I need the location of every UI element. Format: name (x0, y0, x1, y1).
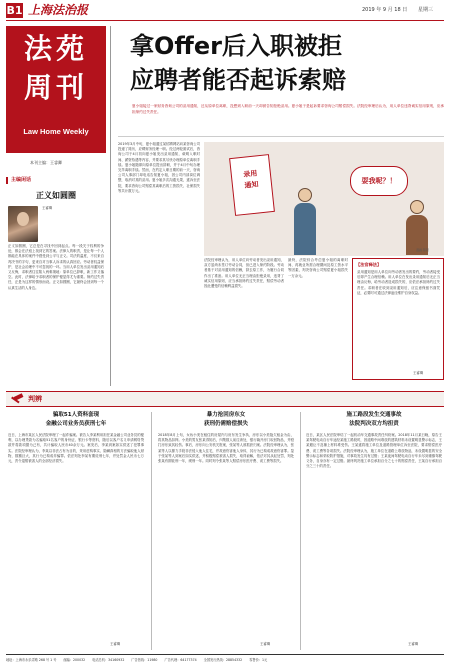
footer-postcode: 邮编：200032 (63, 658, 86, 662)
case-3-title-2: 法院判决双方均担责 (349, 421, 399, 427)
header-bar (0, 0, 450, 22)
case-2-title-1: 暴力抢回房东女 (206, 412, 246, 418)
footer-rule (6, 654, 444, 655)
footer (6, 656, 444, 666)
footer-address: 地址：上海市永乐弄路 268 号 1 号 (6, 658, 57, 662)
sidebar-essay-title: 正义如圆圈 (36, 190, 76, 200)
masthead-block (6, 26, 106, 153)
offer-card (229, 154, 275, 216)
offer-label-1: 录用 (242, 169, 258, 179)
law-explain-title: 【法官释法】 (356, 262, 382, 267)
masthead-title-1: 法苑 (23, 32, 88, 65)
feature-body-col1: 2019年3月中旬，夏小姐通过某招聘网站向某咨询公司投递了简历，应聘财务经理一职。经过两轮面试后，咨询公司于4月初向夏小姐发出录用通知，载明入职时间、薪资待遇等内容，并要求其尽快办理原单位离职手续。夏小姐随即向原单位提出辞职，并于4月中旬办理完毕离职手续。然而，在约定入职日期的前一天，咨询公司人事部门却电话告知夏小姐，因公司内部岗位调整，取消对其的录用。夏小姐多次沟通无果，遂诉至法院，要求咨询公司赔偿其离职后的工资损失、社保损失等共计数万元。 (118, 142, 200, 193)
masthead-editor: 本刊主编：王睿卿 (30, 160, 62, 165)
footer-price: 零售价：1元 (249, 658, 268, 662)
figure-person-left (290, 188, 320, 256)
illustration-credit: 漫画 陈阳 (416, 248, 429, 252)
sidebar-essay-body: 正义如圆圈，它总是在寻找中回到起点。每一段关于权利的争论，都会在法庭上找到它的答案。法律人的职责，是让每一个人都能在具体的案件中感受到公平与正义。司法的温度，不仅来自判决书的字句，更来自对当事人诉求的认真回应。劳动者权益保护，是社会治理中不可忽视的一环。当用人单位发出录用通知后又反悔，求职者往往陷入两难境地：原单位已辞职，新工作又落空。此时，法律给予求职者的保护便显得尤为重要。缔约过失责任，正是为这样的情形而设。正义如圆圈，它最终会回到每一个认真生活的人身边。 (8, 244, 104, 290)
sidebar-column-label (6, 176, 106, 185)
person-body (294, 203, 316, 255)
case-1-body: 近日，上海市某区人民法院审理了一起诈骗案。被告人李某利用担任某金融公司业务员的便利，以办理贷款为名骗取51名客户的身份证、银行卡等资料，随后以客户名义申请网络贷款并将款项据为己有，共计骗取人民币40余万元。案发后，李某到案如实供述了犯罪事实。法院经审理认为，李某以非法占有为目的，采用虚构事实、隐瞒真相的方法骗取他人财物，数额巨大，其行为已构成诈骗罪。依法判处李某有期徒刑七年，并处罚金人民币七万元，责令退赔被害人的全部经济损失。 (8, 433, 144, 464)
masthead-title-en: Law Home Weekly (23, 127, 89, 136)
footer-phone: 电话总机：34160932 (92, 658, 125, 662)
law-explain-signature: 王睿卿 (413, 371, 424, 375)
case-2 (156, 411, 296, 651)
photo-face (17, 212, 29, 226)
header-rule (6, 20, 444, 21)
speech-bubble-text: 耍我呢？！ (361, 177, 397, 185)
issue-weekday: 星期三 (418, 7, 434, 13)
speech-bubble (350, 166, 408, 196)
case-2-signature: 王睿卿 (260, 642, 271, 646)
case-2-title-2: 获刑仍需赔偿损失 (203, 421, 248, 427)
offer-label-2: 通知 (244, 180, 259, 190)
feature-body-col3: 最终，法院综合考虑夏小姐的离职时间、再就业所需合理期间及原工资水平等因素，判决咨询公司赔偿夏小姐损失一万余元。 (288, 258, 348, 278)
feature-lead: 夏小姐接过一家财务咨询公司的录用通知，还从原单位离职，没想到入职前一天却被告知拒绝录用。夏小姐于是起诉要求咨询公司赔偿损失。法院经审理后认为，用人单位违背诚实信用原则，应承担缔约过失责任。 (132, 104, 444, 114)
case-3 (304, 411, 444, 651)
law-explain-box (352, 258, 444, 380)
case-1-signature: 王睿卿 (110, 642, 121, 646)
feature-lead-rule (118, 136, 444, 137)
cases-band (6, 391, 444, 407)
vertical-divider (110, 26, 111, 386)
case-1-title-1: 骗取51人资料套现 (52, 412, 100, 418)
case-1-title-2: 金融公司业务员获刑七年 (45, 421, 107, 427)
law-explain-body: 录用通知是用人单位向劳动者发出的要约，劳动者接受后即产生合理信赖。用人单位在发出录用通知后无正当理由反悔，给劳动者造成损失的，应依法承担缔约过失责任。求职者在收到录用通知后，应注意保留书面凭证，必要时可通过法律途径维护自身权益。 (357, 270, 440, 295)
case-divider-1 (151, 412, 152, 650)
sidebar-photo-caption: 王睿卿 (42, 206, 53, 210)
gavel-icon (10, 395, 24, 404)
label-accent (6, 177, 8, 184)
case-3-title-1: 施工路段发生交通事故 (346, 412, 402, 418)
case-divider-2 (300, 412, 301, 650)
case-3-signature: 王睿卿 (408, 642, 419, 646)
issue-date: 2019 年 9 月 18 日 (362, 7, 408, 13)
case-3-body: 近日，某区人民法院审结了一起机动车交通事故责任纠纷案。2018年11月某日晚，原告王某驾驶电动自行车途经某施工路段时，因道路中间堆放的建筑材料未设置明显警示标志，王某避让不及撞上材料堆受伤。王某遂将施工单位及道路管理单位诉至法院，要求赔偿医疗费、误工费等各项损失。法院经审理认为，施工单位在道路上堆放物品，未设置明显的安全警示标志和采取防护措施，对事故发生具有过错；王某夜间驾驶电动自行车未尽到谨慎驾驶义务，自身亦有一定过错。最终判决施工单位承担百分之七十的赔偿责任，王某自行承担百分之三十的责任。 (306, 433, 442, 469)
feature-headline-1: 拿Offer后入职被拒 (130, 32, 342, 60)
footer-ad-phone: 广告热线：11980 (131, 658, 158, 662)
person-head-right (410, 200, 424, 214)
masthead-title-2: 周刊 (23, 71, 88, 104)
case-2-body: 2018年8月上旬，女孩小美在租住的房屋内与房东发生争执，房东以小美拖欠租金为由，将其物品扣押。小美的男友张某得知后，纠集数人前往该处，强行撬开房门取回物品，并殴打房东致其轻伤。事后，房东向公安机关报案，张某等人被抓获归案。法院经审理认为，张某等人以暴力手段非法侵入他人住宅，并故意伤害他人身体，其行为已构成故意伤害罪。鉴于张某等人到案后如实供述，并积极赔偿被害人损失，取得谅解，依法对其从轻处罚，判处张某有期徒刑一年，缓刑一年。同时判令张某等人赔偿房东医疗费、误工费等损失。 (158, 433, 294, 464)
author-photo (8, 206, 38, 242)
sidebar-label-text: 主编闲话 (11, 177, 32, 183)
page-code-badge: B1 (6, 4, 23, 17)
paper-name: 上海法治报 (28, 3, 89, 17)
person-head (298, 188, 312, 202)
feature-body-col2: 法院经审理认为，用人单位向劳动者发出录用通知，双方虽尚未签订劳动合同，但已进入缔约阶段。劳动者基于对录用通知的信赖，辞去原工作，为履行合同作出了准备。用人单位无正当理由拒绝录用，违背了诚实信用原则，应当承担缔约过失责任，赔偿劳动者因此遭受的信赖利益损失。 (204, 258, 284, 289)
feature-illustration (204, 142, 444, 256)
cases-band-label: 判辨 (28, 395, 42, 403)
footer-subscription: 全国发行热线：28854332 (203, 658, 243, 662)
case-1 (6, 411, 146, 651)
feature-headline-2: 应聘者能否起诉索赔 (130, 66, 346, 94)
footer-distribution: 广告代理：64177374 (164, 658, 197, 662)
